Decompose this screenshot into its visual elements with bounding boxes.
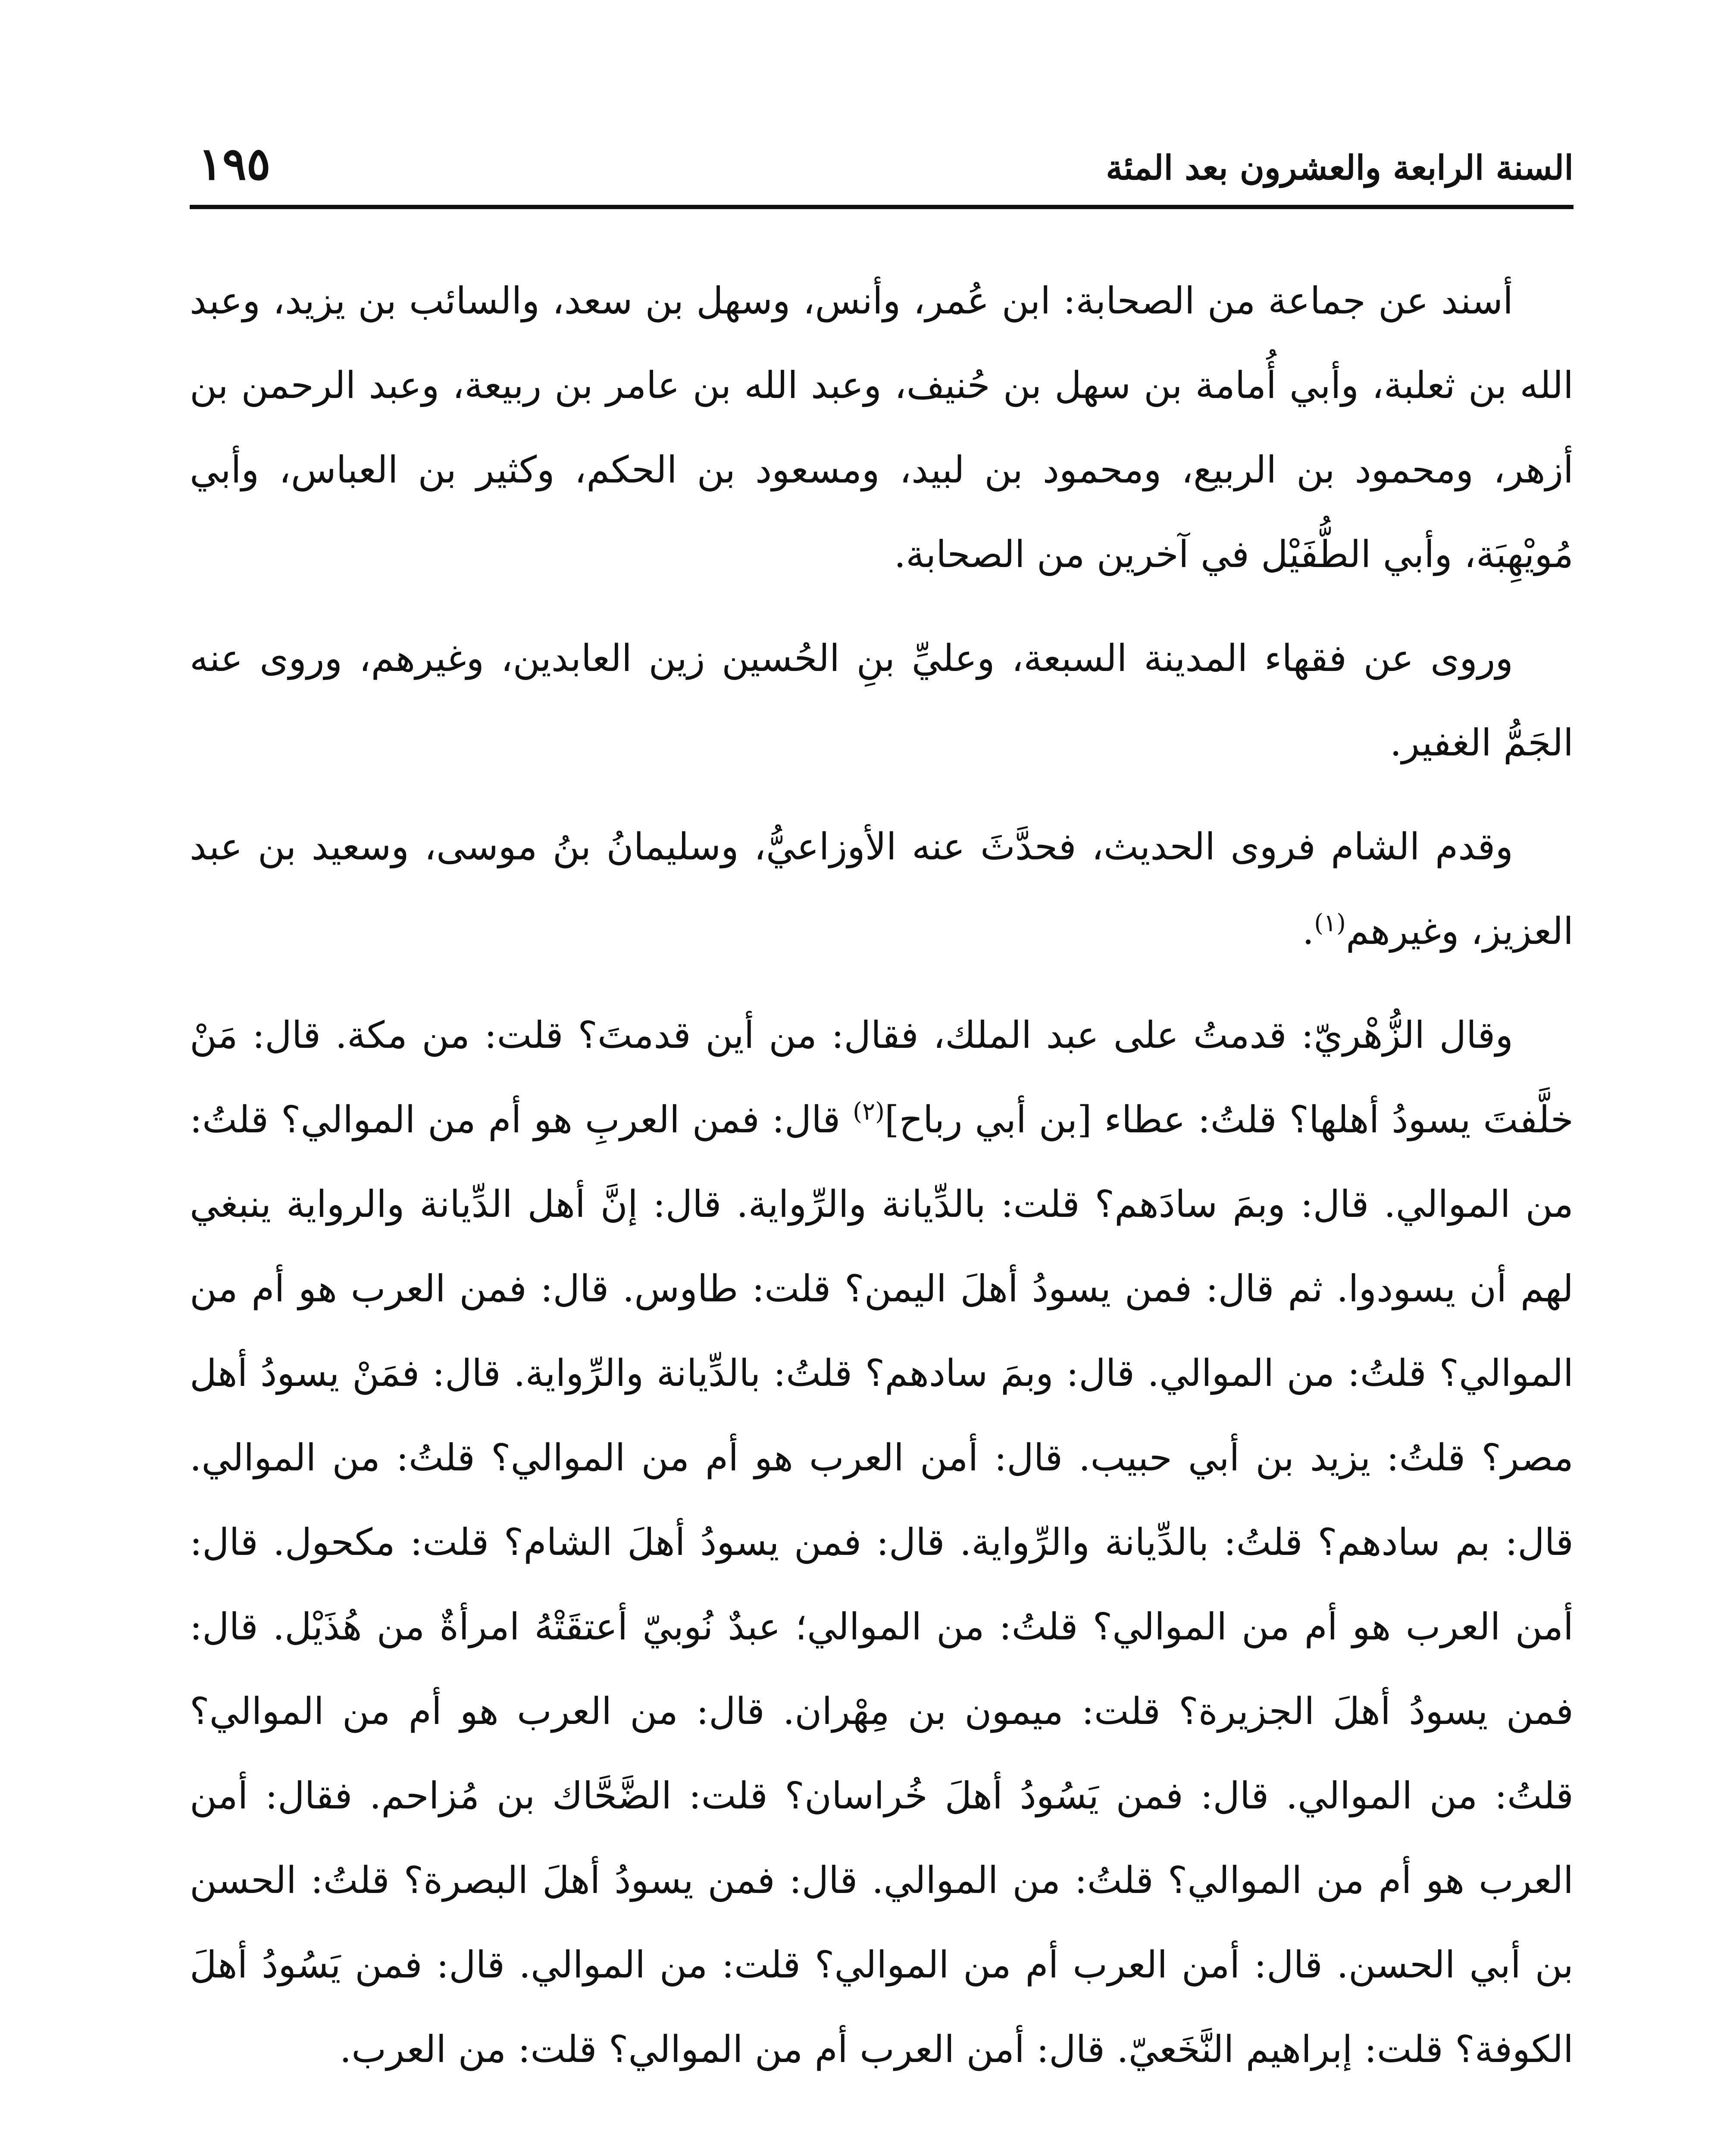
book-page bbox=[190, 0, 1573, 2156]
paragraph-text: وروى عن فقهاء المدينة السبعة، وعليِّ بنِ الحُسين زين العابدين، وغيرهم، وروى عنه الجَمُّ الغفير. bbox=[190, 637, 1573, 765]
paragraph-text: وقدم الشام فروى الحديث، فحدَّثَ عنه الأوزاعيُّ، وسليمانُ بنُ موسى، وسعيد بن عبد العزيز، وغيرهم bbox=[190, 825, 1573, 953]
page-number: ١٩٥ bbox=[198, 137, 271, 190]
page-header bbox=[190, 129, 1573, 198]
paragraph-text: أسند عن جماعة من الصحابة: ابن عُمر، وأنس، وسهل بن سعد، والسائب بن يزيد، وعبد الله بن ثعلبة، وأبي أُمامة بن سهل بن حُنيف، وعبد الله بن عامر بن ربيعة، وعبد الرحمن بن أزهر، ومحمود بن الربيع، ومحمود بن لبيد، ومسعود بن الحكم، وكثير بن العباس، وأبي مُويْهِبَة، وأبي الطُّفَيْل في آخرين من الصحابة. bbox=[190, 279, 1573, 576]
paragraph-text: وقال الزُّهْريّ: قدمتُ على عبد الملك، فقال: من أين قدمتَ؟ قلت: من مكة. قال: مَنْ خلَّفتَ يسودُ أهلها؟ قلتُ: عطاء [بن أبي رباح] bbox=[190, 1014, 1573, 1141]
header-rule bbox=[190, 205, 1573, 209]
main-text bbox=[190, 259, 1573, 2111]
footnote-ref-2[interactable]: (٢) bbox=[853, 1097, 885, 1126]
paragraph-3 bbox=[190, 805, 1573, 974]
paragraph-1 bbox=[190, 259, 1573, 597]
paragraph-4 bbox=[190, 993, 1573, 2092]
paragraph-2 bbox=[190, 616, 1573, 785]
paragraph-text-tail: . bbox=[1302, 910, 1314, 953]
running-title: السنة الرابعة والعشرون بعد المئة bbox=[1106, 148, 1573, 188]
paragraph-text-tail: قال: فمن العربِ هو أم من الموالي؟ قلتُ: من الموالي. قال: وبمَ سادَهم؟ قلت: بالدِّيانة والرِّواية. قال: إنَّ أهل الدِّيانة والرواية ينبغي لهم أن يسودوا. ثم قال: فمن يسودُ أهلَ اليمن؟ قلت: طاوس. قال: فمن العرب هو أم من الموالي؟ قلتُ: من الموالي. قال: وبمَ سادهم؟ قلتُ: بالدِّيانة والرِّواية. قال: فمَنْ يسودُ أهل مصر؟ قلتُ: يزيد بن أبي حبيب. قال: أمن العرب هو أم من الموالي؟ قلتُ: من الموالي. قال: بم سادهم؟ قلتُ: بالدِّيانة والرِّواية. قال: فمن يسودُ أهلَ الشام؟ قلت: مكحول. قال: أمن العرب هو أم من الموالي؟ قلتُ: من الموالي؛ عبدٌ نُوبيّ أعتقَتْهُ امرأةٌ من هُذَيْل. قال: فمن يسودُ أهلَ الجزيرة؟ قلت: ميمون بن مِهْران. قال: من العرب هو أم من الموالي؟ قلتُ: من الموالي. قال: فمن يَسُودُ أهلَ خُراسان؟ قلت: الضَّحَّاك بن مُزاحم. فقال: أمن العرب هو أم من الموالي؟ قلتُ: من الموالي. قال: فمن يسودُ أهلَ البصرة؟ قلتُ: الحسن بن أبي الحسن. قال: أمن العرب أم من الموالي؟ قلت: من الموالي. قال: فمن يَسُودُ أهلَ الكوفة؟ قلت: إبراهيم النَّخَعيّ. قال: أمن العرب أم من الموالي؟ قلت: من العرب. bbox=[190, 1098, 1573, 2071]
footnote-ref-1[interactable]: (١) bbox=[1314, 909, 1346, 937]
